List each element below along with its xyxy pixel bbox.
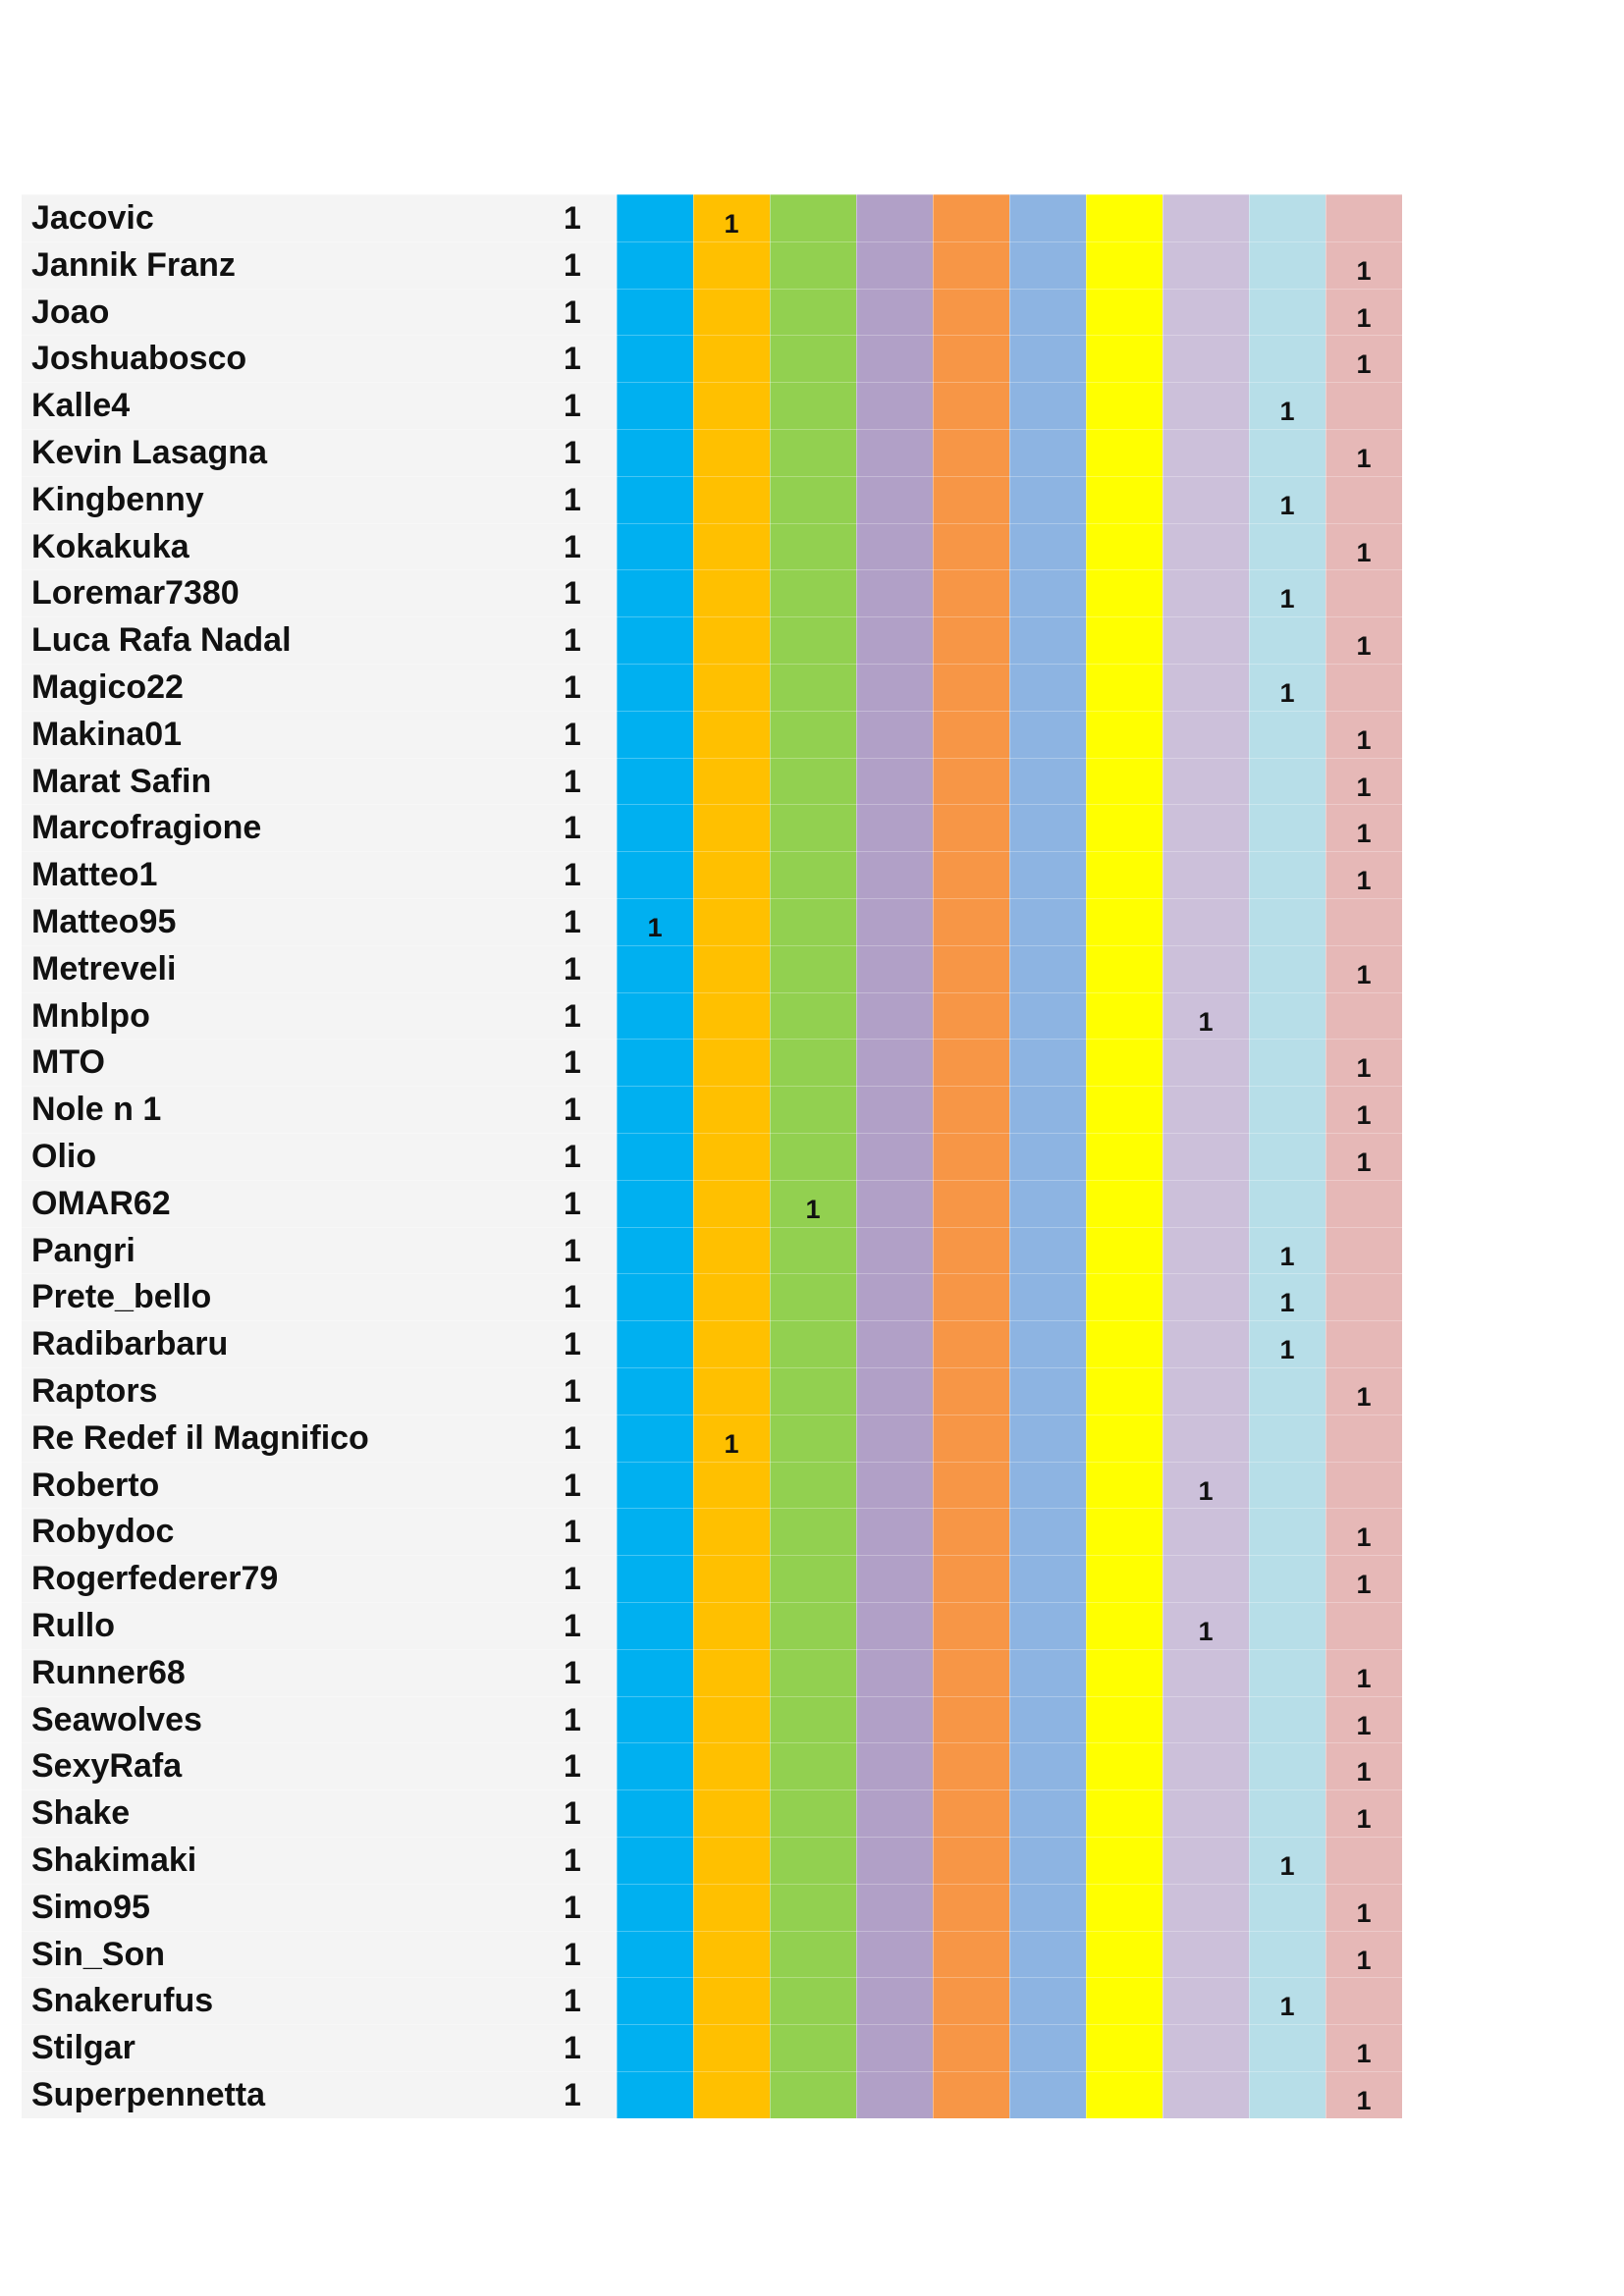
total-value: 1 (564, 2077, 581, 2112)
table-row (22, 1602, 1408, 1649)
total-value: 1 (564, 997, 581, 1034)
column-mark: 1 (724, 1428, 739, 1459)
row-gridline (22, 194, 1408, 195)
table-row (22, 851, 1408, 898)
column-mark: 1 (1356, 255, 1372, 286)
spreadsheet (22, 194, 1408, 2118)
table-row (22, 992, 1408, 1040)
row-gridline (22, 1789, 1408, 1790)
column-mark: 1 (1356, 1100, 1372, 1131)
column-mark: 1 (1279, 1335, 1295, 1365)
player-name: Runner68 (31, 1653, 186, 1691)
total-value: 1 (564, 388, 581, 424)
total-value: 1 (564, 1279, 581, 1315)
table-row (22, 1273, 1408, 1320)
total-value: 1 (564, 622, 581, 659)
table-row (22, 241, 1408, 289)
total-value: 1 (564, 1139, 581, 1174)
player-name: Jacovic (31, 199, 154, 237)
total-value: 1 (564, 1654, 581, 1690)
row-gridline (22, 289, 1408, 290)
table-row (22, 1133, 1408, 1180)
player-name: Shake (31, 1794, 131, 1833)
column-mark: 1 (1279, 490, 1295, 520)
column-mark: 1 (1356, 1804, 1372, 1835)
table-row (22, 804, 1408, 851)
row-gridline (22, 1696, 1408, 1697)
column-mark: 1 (1356, 724, 1372, 755)
table-row (22, 1884, 1408, 1931)
total-value: 1 (564, 904, 581, 939)
row-gridline (22, 382, 1408, 383)
total-value: 1 (564, 810, 581, 846)
total-value: 1 (564, 435, 581, 470)
total-value: 1 (564, 1326, 581, 1362)
column-mark: 1 (1356, 1663, 1372, 1693)
player-name: Marcofragione (31, 809, 262, 847)
total-value: 1 (564, 1185, 581, 1221)
table-row (22, 1227, 1408, 1274)
table-row (22, 335, 1408, 382)
row-gridline (22, 1320, 1408, 1321)
table-row (22, 758, 1408, 805)
player-name: Raptors (31, 1372, 158, 1410)
table-row (22, 1367, 1408, 1415)
total-value: 1 (564, 1467, 581, 1503)
player-name: Kevin Lasagna (31, 434, 267, 471)
player-name: Loremar7380 (31, 574, 240, 613)
column-mark: 1 (1356, 1522, 1372, 1553)
player-name: Pangri (31, 1231, 135, 1269)
row-gridline (22, 523, 1408, 524)
row-gridline (22, 1508, 1408, 1509)
row-gridline (22, 1180, 1408, 1181)
table-row (22, 1789, 1408, 1837)
row-gridline (22, 1931, 1408, 1932)
row-gridline (22, 1602, 1408, 1603)
player-name: Kalle4 (31, 387, 131, 425)
table-row (22, 711, 1408, 758)
total-value: 1 (564, 763, 581, 799)
total-value: 1 (564, 1795, 581, 1832)
table-row (22, 1931, 1408, 1978)
player-name: Magico22 (31, 668, 184, 706)
row-gridline (22, 898, 1408, 899)
column-mark: 1 (1356, 1570, 1372, 1600)
row-gridline (22, 1742, 1408, 1743)
table-row (22, 429, 1408, 476)
total-value: 1 (564, 1983, 581, 2019)
table-row (22, 1180, 1408, 1227)
row-gridline (22, 711, 1408, 712)
total-value: 1 (564, 481, 581, 517)
table-row (22, 1977, 1408, 2024)
row-gridline (22, 992, 1408, 993)
total-value: 1 (564, 1748, 581, 1785)
table-row (22, 1039, 1408, 1086)
total-value: 1 (564, 1561, 581, 1597)
total-value: 1 (564, 1842, 581, 1878)
total-value: 1 (564, 1232, 581, 1268)
player-name: Rogerfederer79 (31, 1560, 279, 1598)
player-name: Superpennetta (31, 2076, 266, 2113)
player-name: Seawolves (31, 1700, 202, 1738)
row-gridline (22, 1977, 1408, 1978)
table-row (22, 2071, 1408, 2118)
column-mark: 1 (1356, 444, 1372, 473)
column-mark: 1 (1279, 678, 1295, 708)
total-value: 1 (564, 2030, 581, 2066)
column-mark: 1 (1356, 1382, 1372, 1412)
table-row (22, 1508, 1408, 1555)
row-gridline (22, 476, 1408, 477)
player-name: Re Redef il Magnifico (31, 1418, 369, 1457)
column-mark: 1 (1356, 2039, 1372, 2069)
table-row (22, 616, 1408, 664)
row-gridline (22, 664, 1408, 665)
row-gridline (22, 1367, 1408, 1368)
table-row (22, 1320, 1408, 1367)
total-value: 1 (564, 669, 581, 705)
row-gridline (22, 1649, 1408, 1650)
player-name: Simo95 (31, 1888, 150, 1926)
column-mark: 1 (1356, 1945, 1372, 1975)
column-mark: 1 (647, 913, 663, 942)
total-value: 1 (564, 1419, 581, 1456)
total-value: 1 (564, 716, 581, 752)
column-mark: 1 (1356, 772, 1372, 802)
column-mark: 1 (1356, 349, 1372, 380)
player-name: OMAR62 (31, 1184, 171, 1222)
player-name: Jannik Franz (31, 245, 236, 284)
table-row (22, 945, 1408, 992)
row-gridline (22, 851, 1408, 852)
row-gridline (22, 2024, 1408, 2025)
total-value: 1 (564, 246, 581, 283)
player-name: Nole n 1 (31, 1091, 162, 1129)
player-name: Joshuabosco (31, 340, 247, 378)
column-mark: 1 (1356, 1897, 1372, 1928)
column-mark: 1 (1356, 866, 1372, 896)
player-name: Sin_Son (31, 1935, 166, 1973)
player-name: Matteo1 (31, 856, 158, 894)
row-gridline (22, 1273, 1408, 1274)
table-row (22, 1415, 1408, 1462)
column-mark: 1 (805, 1194, 821, 1224)
total-value: 1 (564, 857, 581, 893)
player-name: Prete_bello (31, 1278, 212, 1316)
player-name: Kokakuka (31, 527, 189, 565)
row-gridline (22, 1133, 1408, 1134)
player-name: Luca Rafa Nadal (31, 621, 292, 660)
player-name: Snakerufus (31, 1982, 214, 2020)
table-row (22, 1696, 1408, 1743)
table-row (22, 664, 1408, 711)
total-value: 1 (564, 950, 581, 987)
row-gridline (22, 758, 1408, 759)
total-value: 1 (564, 1044, 581, 1081)
total-value: 1 (564, 1701, 581, 1737)
player-name: Matteo95 (31, 903, 177, 940)
table-row (22, 569, 1408, 616)
column-mark: 1 (1279, 1288, 1295, 1318)
player-name: Makina01 (31, 715, 183, 753)
table-row (22, 1649, 1408, 1696)
column-mark: 1 (1279, 584, 1295, 614)
player-name: Stilgar (31, 2029, 135, 2067)
table-row (22, 289, 1408, 336)
column-mark: 1 (1198, 1006, 1214, 1037)
row-gridline (22, 1884, 1408, 1885)
row-gridline (22, 1462, 1408, 1463)
table-row (22, 898, 1408, 945)
table-row (22, 523, 1408, 570)
column-mark: 1 (1356, 959, 1372, 989)
column-mark: 1 (1356, 1148, 1372, 1177)
table-row (22, 1837, 1408, 1884)
total-value: 1 (564, 1936, 581, 1972)
player-name: Olio (31, 1138, 97, 1175)
total-value: 1 (564, 528, 581, 564)
column-mark: 1 (724, 209, 739, 239)
column-mark: 1 (1279, 1241, 1295, 1271)
player-name: Robydoc (31, 1513, 175, 1551)
table-row (22, 1462, 1408, 1509)
column-mark: 1 (1356, 1757, 1372, 1788)
column-mark: 1 (1356, 302, 1372, 333)
total-value: 1 (564, 575, 581, 612)
player-name: MTO (31, 1043, 105, 1082)
column-mark: 1 (1356, 819, 1372, 849)
column-mark: 1 (1356, 1710, 1372, 1740)
player-name: Metreveli (31, 949, 177, 988)
column-mark: 1 (1356, 2086, 1372, 2115)
player-name: Marat Safin (31, 762, 212, 800)
player-name: Roberto (31, 1466, 160, 1504)
row-gridline (22, 1227, 1408, 1228)
player-name: Kingbenny (31, 480, 204, 518)
player-name: Mnblpo (31, 996, 150, 1035)
total-value: 1 (564, 1608, 581, 1643)
player-name: Joao (31, 293, 110, 331)
table-row (22, 1086, 1408, 1133)
column-mark: 1 (1356, 537, 1372, 567)
player-name: Shakimaki (31, 1842, 197, 1879)
column-mark: 1 (1198, 1475, 1214, 1506)
total-value: 1 (564, 200, 581, 236)
table-row (22, 476, 1408, 523)
total-value: 1 (564, 1514, 581, 1550)
player-name: Rullo (31, 1607, 115, 1644)
column-mark: 1 (1356, 1053, 1372, 1084)
player-name: Radibarbaru (31, 1325, 229, 1363)
row-gridline (22, 945, 1408, 946)
table-row (22, 194, 1408, 241)
table-row (22, 1555, 1408, 1602)
table-row (22, 2024, 1408, 2071)
table-row (22, 382, 1408, 429)
total-value: 1 (564, 294, 581, 330)
column-mark: 1 (1279, 1851, 1295, 1881)
total-value: 1 (564, 1092, 581, 1128)
total-value: 1 (564, 1373, 581, 1409)
total-value: 1 (564, 1889, 581, 1925)
column-mark: 1 (1279, 397, 1295, 427)
column-mark: 1 (1279, 1992, 1295, 2022)
table-row (22, 1742, 1408, 1789)
row-gridline (22, 1837, 1408, 1838)
player-name: SexyRafa (31, 1747, 183, 1786)
column-mark: 1 (1198, 1617, 1214, 1646)
row-gridline (22, 1086, 1408, 1087)
column-mark: 1 (1356, 631, 1372, 662)
row-gridline (22, 1039, 1408, 1040)
total-value: 1 (564, 341, 581, 377)
